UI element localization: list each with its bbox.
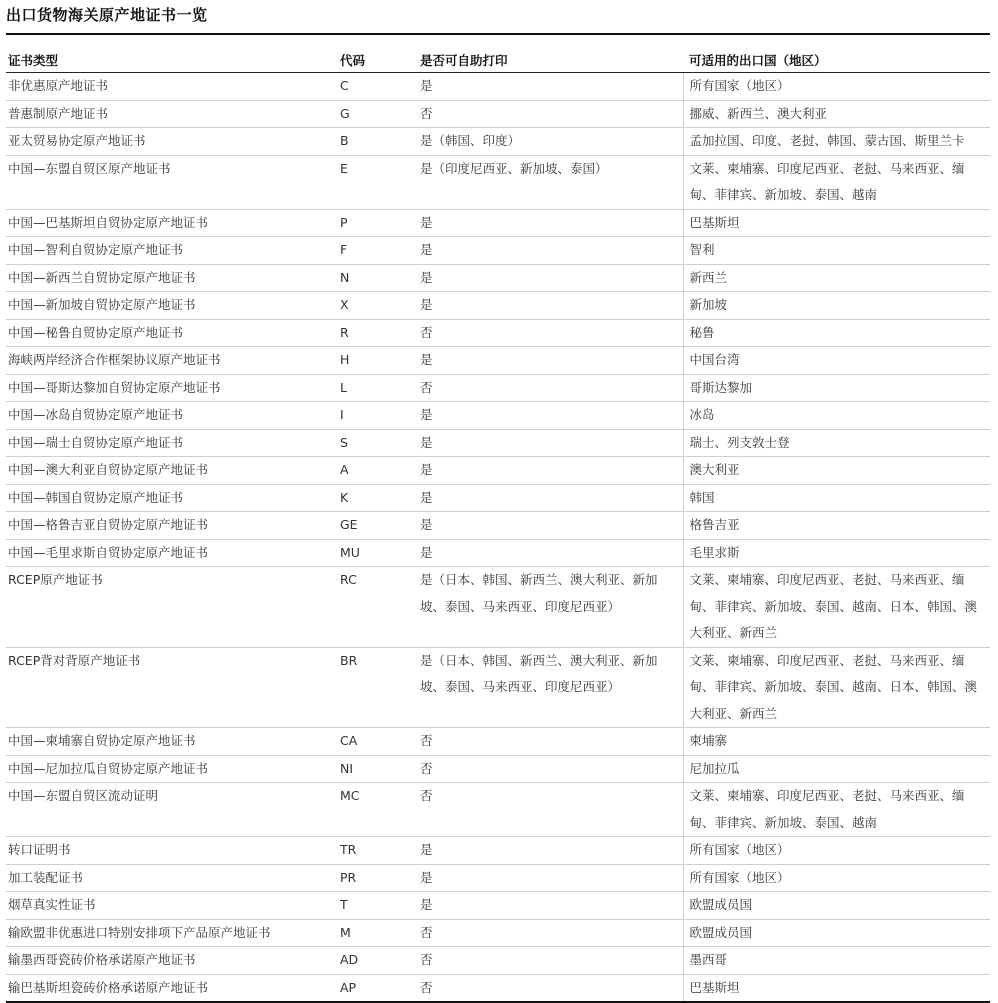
cert-code-cell: R: [338, 319, 418, 347]
self-print-cell: 是: [418, 209, 683, 237]
cert-code-cell: X: [338, 292, 418, 320]
table-row: [6, 292, 990, 320]
cert-type-cell: 输欧盟非优惠进口特别安排项下产品原产地证书: [6, 919, 338, 947]
cert-code-cell: F: [338, 237, 418, 265]
self-print-cell: 是: [418, 484, 683, 512]
cert-type-cell: 非优惠原产地证书: [6, 73, 338, 101]
cert-code-cell: MC: [338, 783, 418, 837]
self-print-cell: 否: [418, 755, 683, 783]
table-row: [6, 374, 990, 402]
countries-cell: 中国台湾: [683, 347, 990, 375]
self-print-cell: 否: [418, 319, 683, 347]
countries-cell: 巴基斯坦: [683, 209, 990, 237]
cert-code-cell: K: [338, 484, 418, 512]
countries-cell: 文莱、柬埔寨、印度尼西亚、老挝、马来西亚、缅甸、菲律宾、新加坡、泰国、越南、日本、韩国、澳大利亚、新西兰: [683, 567, 990, 648]
self-print-cell: 否: [418, 974, 683, 1002]
self-print-cell: 是: [418, 892, 683, 920]
cert-type-cell: 中国—毛里求斯自贸协定原产地证书: [6, 539, 338, 567]
self-print-cell: 是: [418, 264, 683, 292]
self-print-cell: 否: [418, 100, 683, 128]
cert-code-cell: GE: [338, 512, 418, 540]
self-print-cell: 是（日本、韩国、新西兰、澳大利亚、新加坡、泰国、马来西亚、印度尼西亚）: [418, 567, 683, 648]
table-row: [6, 974, 990, 1002]
cert-type-cell: 加工装配证书: [6, 864, 338, 892]
countries-cell: 柬埔寨: [683, 728, 990, 756]
table-body: [6, 73, 990, 1003]
self-print-cell: 否: [418, 728, 683, 756]
cert-code-cell: A: [338, 457, 418, 485]
table-row: [6, 647, 990, 728]
cert-type-cell: 输墨西哥瓷砖价格承诺原产地证书: [6, 947, 338, 975]
self-print-cell: 是（印度尼西亚、新加坡、泰国）: [418, 155, 683, 209]
table-row: [6, 755, 990, 783]
header-countries: 可适用的出口国（地区）: [683, 46, 990, 73]
self-print-cell: 是: [418, 837, 683, 865]
cert-code-cell: RC: [338, 567, 418, 648]
self-print-cell: 是: [418, 292, 683, 320]
table-row: [6, 347, 990, 375]
cert-type-cell: RCEP原产地证书: [6, 567, 338, 648]
self-print-cell: 是: [418, 402, 683, 430]
countries-cell: 欧盟成员国: [683, 919, 990, 947]
cert-type-cell: 中国—东盟自贸区原产地证书: [6, 155, 338, 209]
self-print-cell: 是: [418, 539, 683, 567]
self-print-cell: 是: [418, 237, 683, 265]
table-row: [6, 919, 990, 947]
table-row: [6, 429, 990, 457]
table-row: [6, 567, 990, 648]
self-print-cell: 否: [418, 783, 683, 837]
countries-cell: 冰岛: [683, 402, 990, 430]
self-print-cell: 否: [418, 919, 683, 947]
table-row: [6, 947, 990, 975]
cert-type-cell: 转口证明书: [6, 837, 338, 865]
countries-cell: 哥斯达黎加: [683, 374, 990, 402]
self-print-cell: 是: [418, 347, 683, 375]
cert-code-cell: S: [338, 429, 418, 457]
certificate-table: [6, 46, 990, 1003]
table-row: [6, 128, 990, 156]
cert-code-cell: AD: [338, 947, 418, 975]
table-row: [6, 457, 990, 485]
cert-code-cell: AP: [338, 974, 418, 1002]
cert-code-cell: M: [338, 919, 418, 947]
cert-type-cell: 中国—智利自贸协定原产地证书: [6, 237, 338, 265]
table-row: [6, 728, 990, 756]
countries-cell: 新加坡: [683, 292, 990, 320]
countries-cell: 欧盟成员国: [683, 892, 990, 920]
header-type: 证书类型: [6, 46, 338, 73]
countries-cell: 文莱、柬埔寨、印度尼西亚、老挝、马来西亚、缅甸、菲律宾、新加坡、泰国、越南: [683, 155, 990, 209]
cert-type-cell: 中国—哥斯达黎加自贸协定原产地证书: [6, 374, 338, 402]
cert-type-cell: 中国—韩国自贸协定原产地证书: [6, 484, 338, 512]
table-row: [6, 512, 990, 540]
cert-type-cell: 普惠制原产地证书: [6, 100, 338, 128]
countries-cell: 尼加拉瓜: [683, 755, 990, 783]
countries-cell: 所有国家（地区）: [683, 864, 990, 892]
cert-type-cell: 海峡两岸经济合作框架协议原产地证书: [6, 347, 338, 375]
cert-code-cell: T: [338, 892, 418, 920]
cert-type-cell: 输巴基斯坦瓷砖价格承诺原产地证书: [6, 974, 338, 1002]
cert-type-cell: 中国—新加坡自贸协定原产地证书: [6, 292, 338, 320]
cert-code-cell: TR: [338, 837, 418, 865]
self-print-cell: 是: [418, 429, 683, 457]
countries-cell: 澳大利亚: [683, 457, 990, 485]
cert-type-cell: 中国—巴基斯坦自贸协定原产地证书: [6, 209, 338, 237]
self-print-cell: 是: [418, 457, 683, 485]
table-row: [6, 237, 990, 265]
cert-code-cell: I: [338, 402, 418, 430]
cert-type-cell: 中国—澳大利亚自贸协定原产地证书: [6, 457, 338, 485]
table-row: [6, 892, 990, 920]
table-header-row: [6, 46, 990, 73]
table-row: [6, 837, 990, 865]
self-print-cell: 是: [418, 73, 683, 101]
cert-type-cell: 烟草真实性证书: [6, 892, 338, 920]
countries-cell: 瑞士、列支敦士登: [683, 429, 990, 457]
countries-cell: 文莱、柬埔寨、印度尼西亚、老挝、马来西亚、缅甸、菲律宾、新加坡、泰国、越南、日本、韩国、澳大利亚、新西兰: [683, 647, 990, 728]
countries-cell: 孟加拉国、印度、老挝、韩国、蒙古国、斯里兰卡: [683, 128, 990, 156]
self-print-cell: 是: [418, 512, 683, 540]
table-row: [6, 209, 990, 237]
cert-code-cell: E: [338, 155, 418, 209]
cert-type-cell: 中国—秘鲁自贸协定原产地证书: [6, 319, 338, 347]
table-row: [6, 100, 990, 128]
cert-type-cell: 中国—柬埔寨自贸协定原产地证书: [6, 728, 338, 756]
self-print-cell: 是（日本、韩国、新西兰、澳大利亚、新加坡、泰国、马来西亚、印度尼西亚）: [418, 647, 683, 728]
cert-code-cell: MU: [338, 539, 418, 567]
cert-type-cell: 中国—格鲁吉亚自贸协定原产地证书: [6, 512, 338, 540]
self-print-cell: 是: [418, 864, 683, 892]
table-row: [6, 155, 990, 209]
self-print-cell: 否: [418, 374, 683, 402]
cert-code-cell: CA: [338, 728, 418, 756]
countries-cell: 秘鲁: [683, 319, 990, 347]
cert-code-cell: C: [338, 73, 418, 101]
countries-cell: 新西兰: [683, 264, 990, 292]
countries-cell: 智利: [683, 237, 990, 265]
cert-code-cell: P: [338, 209, 418, 237]
cert-code-cell: L: [338, 374, 418, 402]
table-row: [6, 73, 990, 101]
countries-cell: 挪威、新西兰、澳大利亚: [683, 100, 990, 128]
cert-code-cell: N: [338, 264, 418, 292]
table-row: [6, 484, 990, 512]
cert-code-cell: B: [338, 128, 418, 156]
cert-type-cell: 中国—瑞士自贸协定原产地证书: [6, 429, 338, 457]
cert-code-cell: NI: [338, 755, 418, 783]
cert-code-cell: PR: [338, 864, 418, 892]
cert-type-cell: 中国—新西兰自贸协定原产地证书: [6, 264, 338, 292]
cert-type-cell: 亚太贸易协定原产地证书: [6, 128, 338, 156]
cert-type-cell: 中国—尼加拉瓜自贸协定原产地证书: [6, 755, 338, 783]
countries-cell: 毛里求斯: [683, 539, 990, 567]
countries-cell: 格鲁吉亚: [683, 512, 990, 540]
cert-code-cell: BR: [338, 647, 418, 728]
cert-code-cell: H: [338, 347, 418, 375]
countries-cell: 文莱、柬埔寨、印度尼西亚、老挝、马来西亚、缅甸、菲律宾、新加坡、泰国、越南: [683, 783, 990, 837]
countries-cell: 所有国家（地区）: [683, 837, 990, 865]
table-row: [6, 319, 990, 347]
cert-type-cell: 中国—冰岛自贸协定原产地证书: [6, 402, 338, 430]
page-title: 出口货物海关原产地证书一览: [6, 6, 208, 24]
countries-cell: 墨西哥: [683, 947, 990, 975]
table-row: [6, 264, 990, 292]
table-row: [6, 783, 990, 837]
countries-cell: 巴基斯坦: [683, 974, 990, 1002]
table-row: [6, 539, 990, 567]
cert-code-cell: G: [338, 100, 418, 128]
self-print-cell: 否: [418, 947, 683, 975]
header-print: 是否可自助打印: [418, 46, 683, 73]
self-print-cell: 是（韩国、印度）: [418, 128, 683, 156]
title-divider: [6, 33, 990, 35]
countries-cell: 所有国家（地区）: [683, 73, 990, 101]
countries-cell: 韩国: [683, 484, 990, 512]
table-row: [6, 402, 990, 430]
table-row: [6, 864, 990, 892]
header-code: 代码: [338, 46, 418, 73]
cert-type-cell: 中国—东盟自贸区流动证明: [6, 783, 338, 837]
cert-type-cell: RCEP背对背原产地证书: [6, 647, 338, 728]
